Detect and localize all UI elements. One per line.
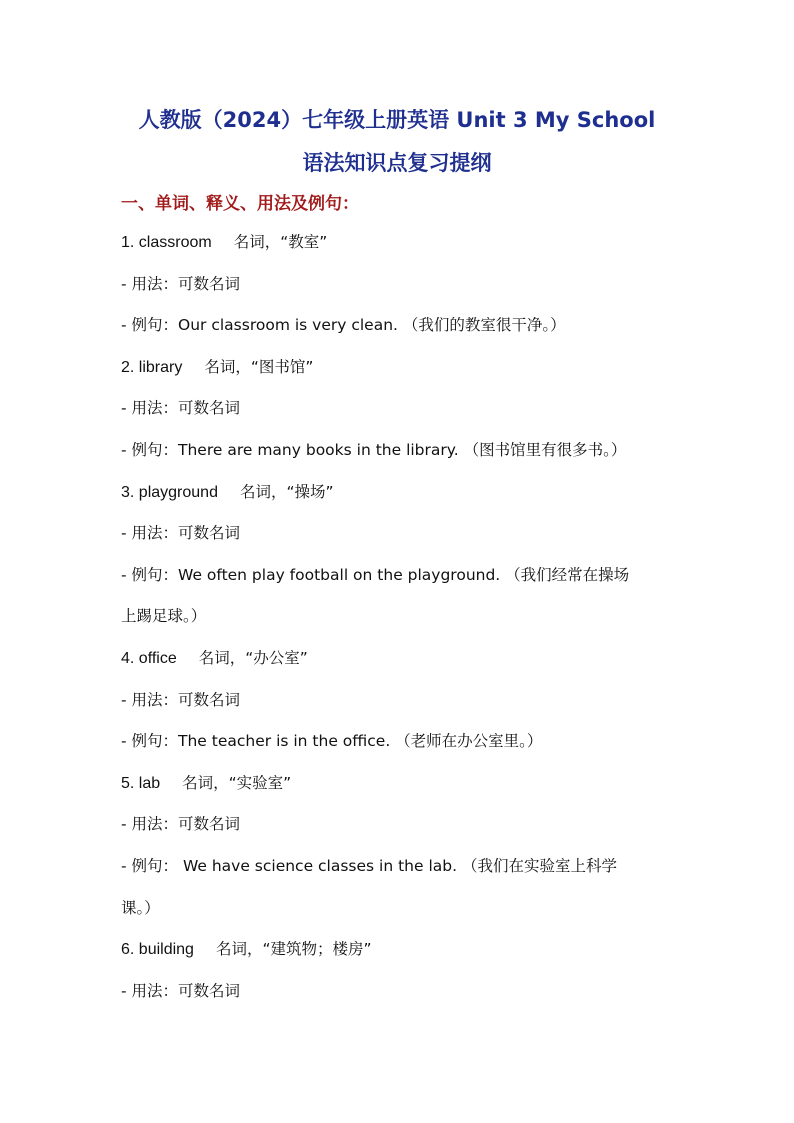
entry-head: 2. library 名词，“图书馆” bbox=[121, 357, 314, 376]
entry-usage: - 用法：可数名词 bbox=[121, 815, 241, 834]
entry-example: - 例句： We have science classes in the lab. （我们在实验室上科学 bbox=[121, 856, 617, 875]
entry-example: - 例句：Our classroom is very clean. （我们的教室很干净。） bbox=[121, 316, 566, 335]
entry-head: 6. building 名词，“建筑物；楼房” bbox=[121, 940, 372, 959]
document-title: 人教版（2024）七年级上册英语 Unit 3 My School bbox=[138, 108, 656, 132]
entry-example: - 例句：The teacher is in the office. （老师在办公室里。） bbox=[121, 732, 543, 751]
entry-usage: - 用法：可数名词 bbox=[121, 399, 241, 418]
entry-usage: - 用法：可数名词 bbox=[121, 690, 241, 709]
section-heading: 一、单词、释义、用法及例句： bbox=[121, 194, 359, 214]
entry-example-continued: 上踢足球。） bbox=[121, 607, 207, 626]
entry-example: - 例句：There are many books in the library. （图书馆里有很多书。） bbox=[121, 440, 627, 459]
entry-usage: - 用法：可数名词 bbox=[121, 274, 241, 293]
entry-usage: - 用法：可数名词 bbox=[121, 981, 241, 1000]
entry-head: 1. classroom 名词，“教室” bbox=[121, 233, 328, 251]
entry-head: 3. playground 名词，“操场” bbox=[121, 482, 334, 501]
document-subtitle: 语法知识点复习提纲 bbox=[302, 151, 492, 175]
entry-usage: - 用法：可数名词 bbox=[121, 524, 241, 543]
entry-example-continued: 课。） bbox=[121, 898, 160, 917]
entry-example: - 例句：We often play football on the playground. （我们经常在操场 bbox=[121, 565, 630, 584]
entry-head: 5. lab 名词，“实验室” bbox=[121, 773, 292, 792]
entry-head: 4. office 名词，“办公室” bbox=[121, 648, 308, 667]
vocabulary-list bbox=[121, 229, 681, 1019]
